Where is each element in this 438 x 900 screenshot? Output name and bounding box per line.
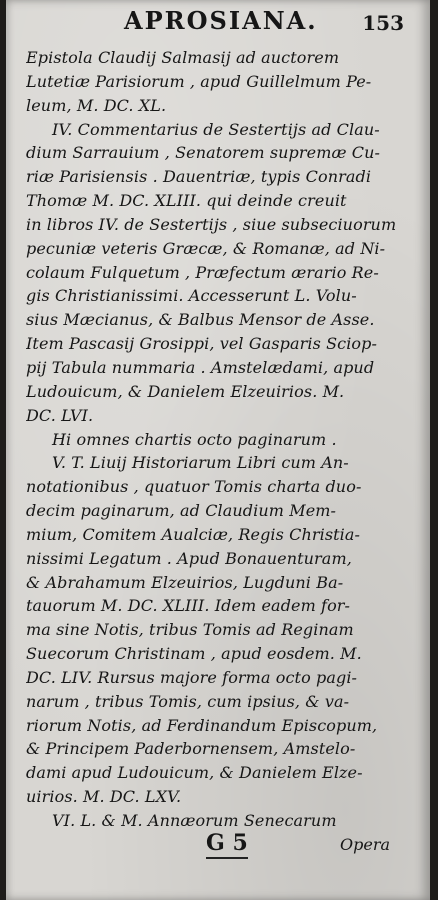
text-line: Suecorum Christinam , apud eosdem. M. bbox=[26, 644, 362, 664]
text-line: & Principem Paderbornensem, Amstelo- bbox=[26, 739, 356, 759]
text-line: Item Pascasij Grosippi, vel Gasparis Sciop- bbox=[26, 334, 378, 354]
text-line: mium, Comitem Aualciæ, Regis Christia- bbox=[26, 524, 361, 544]
page-number: 153 bbox=[362, 11, 404, 35]
body-text bbox=[26, 46, 418, 833]
page-footer bbox=[6, 829, 430, 859]
text-line: uirios. M. DC. LXV. bbox=[26, 787, 182, 807]
text-line: ma sine Notis, tribus Tomis ad Reginam bbox=[26, 620, 354, 640]
book-page bbox=[6, 0, 430, 900]
text-line: tauorum M. DC. XLIII. Idem eadem for- bbox=[26, 596, 351, 616]
text-line: in libros IV. de Sestertijs , siue subseciuorum bbox=[26, 214, 397, 234]
page-header bbox=[6, 4, 430, 38]
text-line: gis Christianissimi. Accesserunt L. Volu- bbox=[26, 286, 357, 306]
text-line: riæ Parisiensis . Dauentriæ, typis Conradi bbox=[26, 167, 372, 187]
text-line: Lutetiæ Parisiorum , apud Guillelmum Pe- bbox=[26, 71, 372, 91]
signature-mark: G 5 bbox=[206, 829, 248, 859]
running-head: APROSIANA. bbox=[124, 6, 318, 35]
text-line: IV. Commentarius de Sestertijs ad Clau- bbox=[52, 119, 380, 139]
text-line: colaum Fulquetum , Præfectum ærario Re- bbox=[26, 262, 379, 282]
text-line: Thomæ M. DC. XLIII. qui deinde creuit bbox=[26, 191, 347, 211]
text-line: notationibus , quatuor Tomis charta duo- bbox=[26, 477, 362, 497]
text-line: leum, M. DC. XL. bbox=[26, 95, 167, 115]
text-line: dium Sarrauium , Senatorem supremæ Cu- bbox=[26, 143, 381, 163]
text-line: Epistola Claudij Salmasij ad auctorem bbox=[26, 48, 340, 67]
text-line: VI. L. & M. Annæorum Senecarum bbox=[52, 811, 337, 830]
text-line: DC. LVI. bbox=[26, 405, 94, 425]
text-line: nissimi Legatum . Apud Bonauenturam, bbox=[26, 548, 352, 568]
text-line: & Abrahamum Elzeuirios, Lugduni Ba- bbox=[26, 572, 344, 592]
text-line: V. T. Liuij Historiarum Libri cum An- bbox=[52, 453, 349, 473]
text-line: Ludouicum, & Danielem Elzeuirios. M. bbox=[26, 381, 345, 401]
text-line: decim paginarum, ad Claudium Mem- bbox=[26, 501, 337, 521]
text-line: pecuniæ veteris Græcæ, & Romanæ, ad Ni- bbox=[26, 238, 386, 258]
text-line: narum , tribus Tomis, cum ipsius, & va- bbox=[26, 691, 350, 711]
catchword: Opera bbox=[339, 835, 390, 854]
text-line: Hi omnes chartis octo paginarum . bbox=[52, 429, 337, 449]
text-line: sius Mæcianus, & Balbus Mensor de Asse. bbox=[26, 310, 375, 330]
text-line: riorum Notis, ad Ferdinandum Episcopum, bbox=[26, 715, 378, 735]
text-line: pij Tabula nummaria . Amstelædami, apud bbox=[26, 357, 375, 377]
text-line: dami apud Ludouicum, & Danielem Elze- bbox=[26, 763, 363, 783]
text-line: DC. LIV. Rursus majore forma octo pagi- bbox=[26, 667, 358, 687]
